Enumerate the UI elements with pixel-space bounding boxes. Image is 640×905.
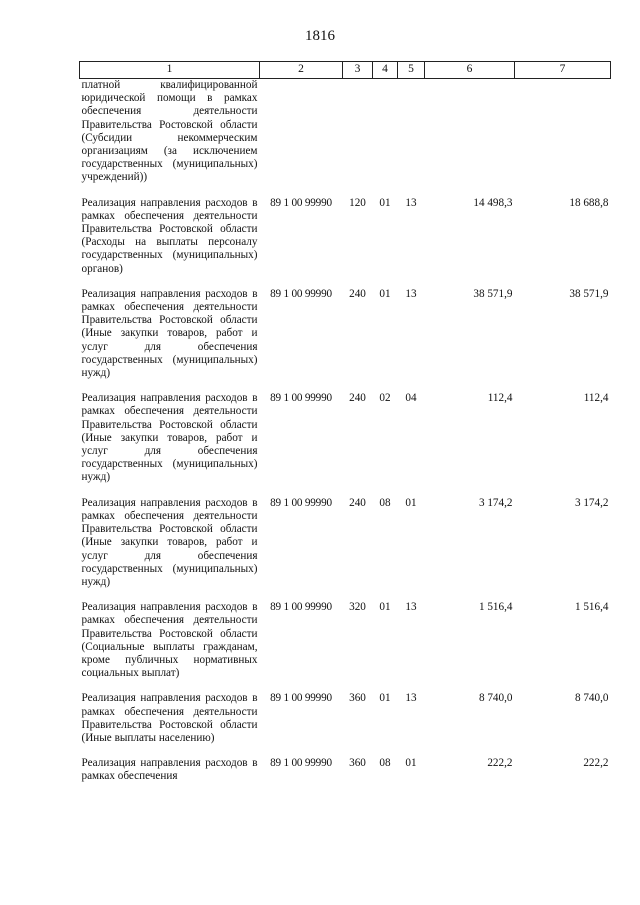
row-description: Реализация направления расходов в рамках обеспечения деятельности Правительства Ростовской области (Социальные выплаты гражданам, кроме публичных нормативных социальных выплат) xyxy=(81,601,258,680)
row-description: Реализация направления расходов в рамках обеспечения деятельности Правительства Ростовской области (Иные закупки товаров, работ и услуг для обеспечения государственных (муниципальных) нужд) xyxy=(81,392,258,484)
row-section: 01 xyxy=(379,196,391,209)
row-subsection: 01 xyxy=(405,496,417,509)
row-amount-year-2 xyxy=(515,79,611,195)
row-target-code: 89 1 00 99990 xyxy=(270,496,332,509)
row-description: Реализация направления расходов в рамках обеспечения деятельности Правительства Ростовской области (Иные закупки товаров, работ и услуг для обеспечения государственных (муниципальных) нужд) xyxy=(81,496,258,588)
row-expense-type: 320 xyxy=(349,601,366,614)
row-expense-type: 360 xyxy=(349,757,366,770)
row-description: Реализация направления расходов в рамках обеспечения деятельности Правительства Ростовской области (Расходы на выплаты персоналу государственных (муниципальных) органов) xyxy=(81,196,258,275)
row-expense-type: 360 xyxy=(349,692,366,705)
column-header-7: 7 xyxy=(515,62,611,79)
column-header-6: 6 xyxy=(425,62,515,79)
row-expense-type: 240 xyxy=(349,392,366,405)
row-amount-year-1: 3 174,2 xyxy=(478,496,513,509)
table-row xyxy=(80,599,611,690)
row-target-code: 89 1 00 99990 xyxy=(270,601,332,614)
table-row xyxy=(80,390,611,494)
row-amount-year-2: 18 688,8 xyxy=(569,196,609,209)
column-header-5: 5 xyxy=(398,62,425,79)
row-amount-year-1: 8 740,0 xyxy=(478,692,513,705)
row-expense-type: 240 xyxy=(349,496,366,509)
row-amount-year-2: 112,4 xyxy=(583,392,609,405)
row-section: 08 xyxy=(379,757,391,770)
row-expense-type: 120 xyxy=(349,196,366,209)
row-amount-year-1 xyxy=(425,79,515,195)
row-amount-year-1: 222,2 xyxy=(487,757,513,770)
row-amount-year-1: 1 516,4 xyxy=(478,601,513,614)
budget-table xyxy=(79,61,611,794)
row-target-code xyxy=(260,79,343,195)
page-number: 1816 xyxy=(305,28,335,44)
column-header-3: 3 xyxy=(343,62,373,79)
row-expense-type xyxy=(343,79,373,195)
table-row xyxy=(80,755,611,793)
column-header-4: 4 xyxy=(373,62,398,79)
row-amount-year-1: 38 571,9 xyxy=(473,287,513,300)
row-amount-year-2: 1 516,4 xyxy=(574,601,609,614)
row-section: 02 xyxy=(379,392,391,405)
table-row xyxy=(80,79,611,195)
row-section xyxy=(373,79,398,195)
row-subsection: 13 xyxy=(405,601,417,614)
table-row xyxy=(80,286,611,390)
row-amount-year-2: 222,2 xyxy=(583,757,609,770)
row-amount-year-2: 8 740,0 xyxy=(574,692,609,705)
row-target-code: 89 1 00 99990 xyxy=(270,196,332,209)
row-section: 01 xyxy=(379,692,391,705)
header-row xyxy=(80,62,611,79)
row-description: платной квалифицированной юридической помощи в рамках обеспечения деятельности Правительства Ростовской области (Субсидии некоммерческим организациям (за исключением государственных (муниципальных) учреждений)) xyxy=(81,79,258,184)
table-row xyxy=(80,690,611,755)
row-description: Реализация направления расходов в рамках обеспечения деятельности Правительства Ростовской области (Иные закупки товаров, работ и услуг для обеспечения государственных (муниципальных) нужд) xyxy=(81,287,258,380)
row-target-code: 89 1 00 99990 xyxy=(270,757,332,770)
row-target-code: 89 1 00 99990 xyxy=(270,287,332,300)
row-subsection: 13 xyxy=(405,196,417,209)
row-target-code: 89 1 00 99990 xyxy=(270,392,332,405)
row-target-code: 89 1 00 99990 xyxy=(270,692,332,705)
table-row xyxy=(80,195,611,286)
row-section: 01 xyxy=(379,287,391,300)
column-header-2: 2 xyxy=(260,62,343,79)
row-subsection: 04 xyxy=(405,392,417,405)
row-subsection xyxy=(398,79,425,195)
row-amount-year-1: 112,4 xyxy=(487,392,513,405)
row-subsection: 13 xyxy=(405,287,417,300)
table-row xyxy=(80,495,611,599)
row-section: 08 xyxy=(379,496,391,509)
row-description: Реализация направления расходов в рамках обеспечения xyxy=(81,757,258,783)
row-expense-type: 240 xyxy=(349,287,366,300)
row-amount-year-1: 14 498,3 xyxy=(473,196,513,209)
row-amount-year-2: 3 174,2 xyxy=(574,496,609,509)
row-subsection: 01 xyxy=(405,757,417,770)
row-section: 01 xyxy=(379,601,391,614)
column-header-1: 1 xyxy=(80,62,260,79)
row-subsection: 13 xyxy=(405,692,417,705)
row-description: Реализация направления расходов в рамках обеспечения деятельности Правительства Ростовской области (Иные выплаты населению) xyxy=(81,692,258,744)
row-amount-year-2: 38 571,9 xyxy=(569,287,609,300)
